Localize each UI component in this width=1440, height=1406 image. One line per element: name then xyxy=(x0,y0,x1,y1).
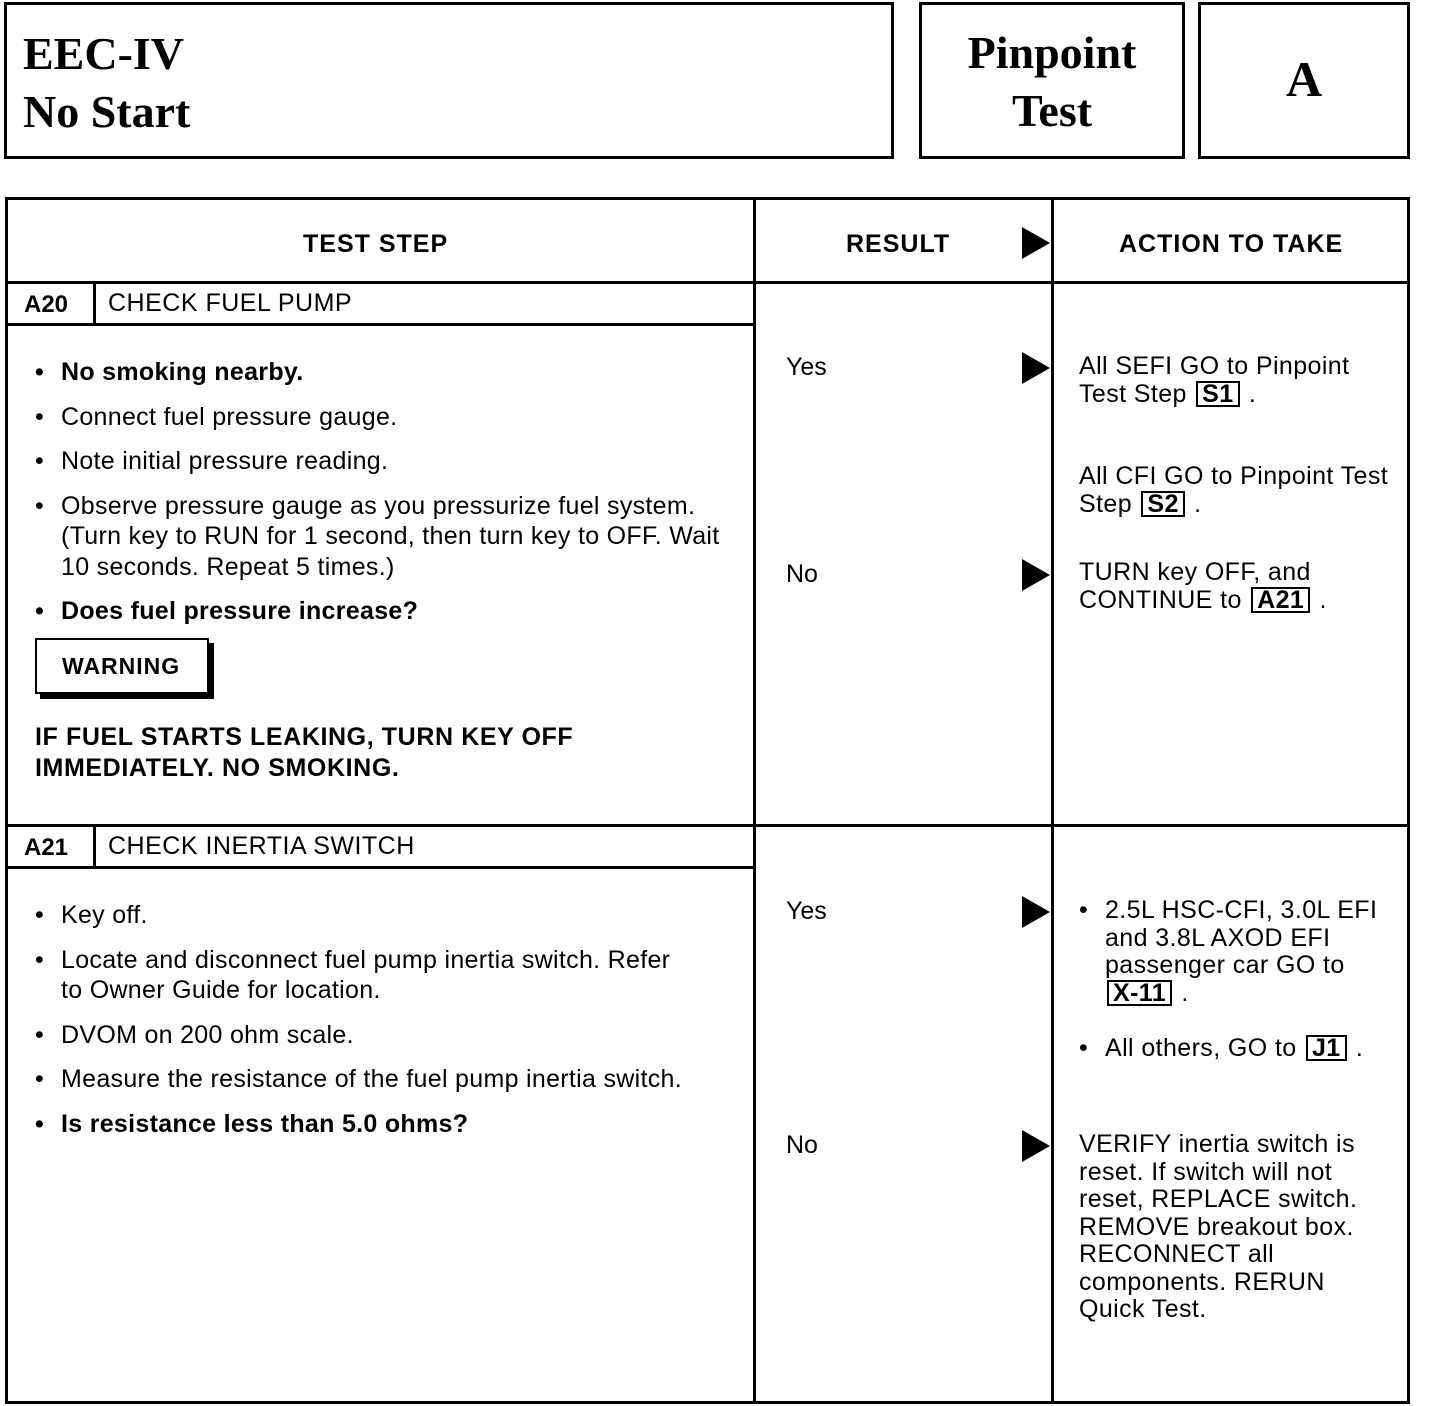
list-item: • Measure the resistance of the fuel pump inertia switch. xyxy=(35,1064,695,1095)
section-letter-box xyxy=(1198,2,1410,159)
result-arrow-icon xyxy=(1022,227,1050,259)
result-yes: Yes xyxy=(786,353,827,381)
section-line-2: Test xyxy=(1011,85,1093,136)
result-yes: Yes xyxy=(786,897,827,925)
list-item: • Note initial pressure reading. xyxy=(35,446,725,477)
step-id-divider xyxy=(93,824,96,869)
result-arrow-icon xyxy=(1022,896,1050,928)
action-list xyxy=(1079,897,1379,1091)
title-box xyxy=(4,2,894,159)
step-title-divider xyxy=(8,866,753,869)
section-title xyxy=(922,24,1182,140)
step-reference[interactable]: A21 xyxy=(1251,587,1310,613)
column-header-test-step: TEST STEP xyxy=(303,230,449,258)
action-text: All CFI GO to Pinpoint Test Step S2 . xyxy=(1079,462,1389,518)
list-item: • Does fuel pressure increase? xyxy=(35,596,725,627)
step-reference[interactable]: J1 xyxy=(1306,1035,1347,1061)
step-title-divider xyxy=(8,323,753,326)
list-item: • Is resistance less than 5.0 ohms? xyxy=(35,1109,695,1140)
list-item: • Key off. xyxy=(35,900,695,931)
step-instructions xyxy=(35,357,725,641)
column-header-result: RESULT xyxy=(846,230,951,258)
warning-badge: WARNING xyxy=(35,638,209,694)
result-arrow-icon xyxy=(1022,352,1050,384)
column-header-action: ACTION TO TAKE xyxy=(1119,230,1344,258)
step-title: CHECK INERTIA SWITCH xyxy=(108,832,415,860)
warning-text-line: IMMEDIATELY. NO SMOKING. xyxy=(35,754,400,782)
result-arrow-icon xyxy=(1022,559,1050,591)
step-instructions xyxy=(35,900,695,1153)
document-title xyxy=(23,25,190,141)
step-id: A20 xyxy=(24,291,69,318)
section-box xyxy=(919,2,1185,159)
list-item: • 2.5L HSC-CFI, 3.0L EFI and 3.8L AXOD EFI passenger car GO to X-11 . xyxy=(1079,897,1379,1007)
row-divider xyxy=(8,824,1407,827)
test-table xyxy=(5,197,1410,1404)
list-item: • Connect fuel pressure gauge. xyxy=(35,402,725,433)
section-letter: A xyxy=(1285,51,1323,107)
list-item: • Locate and disconnect fuel pump inertia switch. Refer to Owner Guide for location. xyxy=(35,945,695,1006)
result-no: No xyxy=(786,560,818,588)
step-reference[interactable]: S1 xyxy=(1196,381,1239,407)
step-title: CHECK FUEL PUMP xyxy=(108,289,353,317)
action-text: TURN key OFF, and CONTINUE to A21 . xyxy=(1079,558,1327,614)
warning-text xyxy=(35,722,573,784)
list-item: • DVOM on 200 ohm scale. xyxy=(35,1020,695,1051)
step-reference[interactable]: S2 xyxy=(1141,491,1184,517)
title-line-2: No Start xyxy=(23,86,191,137)
step-id-divider xyxy=(93,281,96,326)
section-line-1: Pinpoint xyxy=(967,27,1137,78)
list-item: • All others, GO to J1 . xyxy=(1079,1035,1379,1063)
header-divider xyxy=(8,281,1407,284)
column-divider xyxy=(753,200,756,1401)
column-divider xyxy=(1051,200,1054,1401)
action-text: VERIFY inertia switch is reset. If switch will not reset, REPLACE switch. REMOVE breakout box. RECONNECT all components. RERUN Quick Test. xyxy=(1079,1130,1358,1323)
result-no: No xyxy=(786,1131,818,1159)
list-item: • Observe pressure gauge as you pressurize fuel system. (Turn key to RUN for 1 second, then turn key to OFF. Wait 10 seconds. Repeat 5 times.) xyxy=(35,491,725,583)
list-item: • No smoking nearby. xyxy=(35,357,725,388)
action-text: All SEFI GO to Pinpoint Test Step S1 . xyxy=(1079,352,1350,408)
warning-text-line: IF FUEL STARTS LEAKING, TURN KEY OFF xyxy=(35,723,574,751)
title-line-1: EEC-IV xyxy=(23,28,185,79)
step-id: A21 xyxy=(24,834,69,861)
result-arrow-icon xyxy=(1022,1130,1050,1162)
step-reference[interactable]: X-11 xyxy=(1107,980,1172,1006)
